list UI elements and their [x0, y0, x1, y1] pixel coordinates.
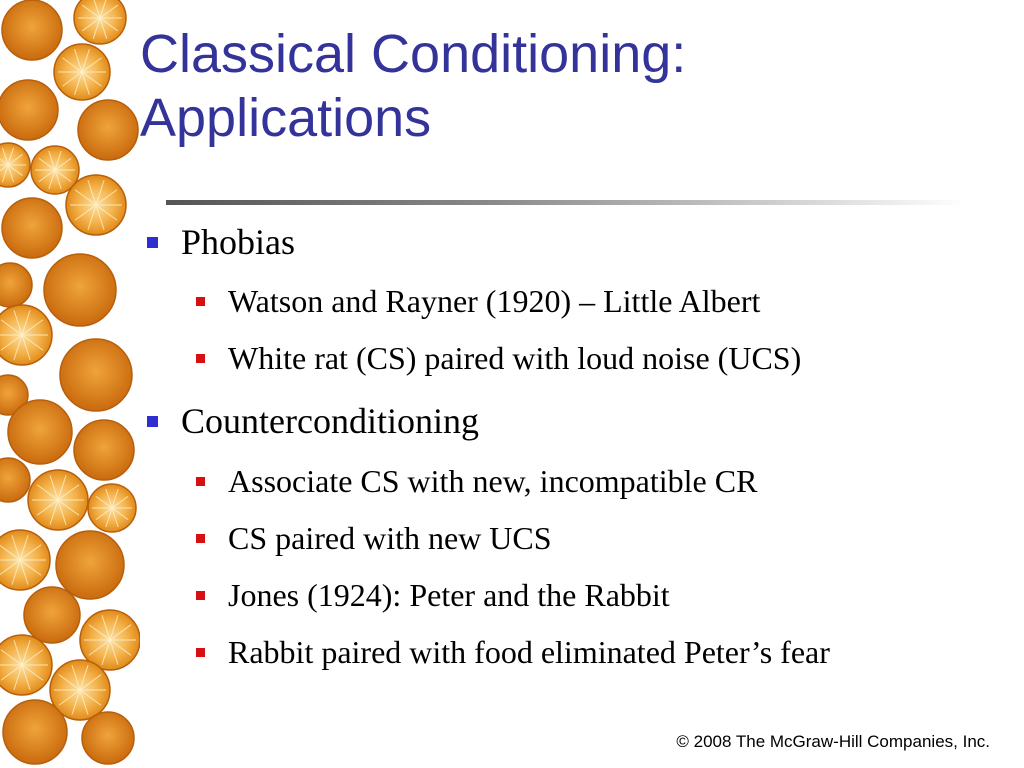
- sub-bullet-text: Jones (1924): Peter and the Rabbit: [228, 577, 670, 613]
- sub-bullet-text: White rat (CS) paired with loud noise (UCS): [228, 340, 802, 376]
- red-square-bullet-icon: [196, 648, 205, 657]
- red-square-bullet-icon: [196, 591, 205, 600]
- red-square-bullet-icon: [196, 477, 205, 486]
- red-square-bullet-icon: [196, 297, 205, 306]
- blue-square-bullet-icon: [147, 237, 158, 248]
- copyright-footer: © 2008 The McGraw-Hill Companies, Inc.: [676, 732, 990, 751]
- blue-square-bullet-icon: [147, 416, 158, 427]
- red-square-bullet-icon: [196, 534, 205, 543]
- bullet-phobias: [181, 222, 295, 262]
- sub-bullet-text: Watson and Rayner (1920) – Little Albert: [228, 283, 761, 319]
- sub-bullet-text: CS paired with new UCS: [228, 520, 552, 556]
- title-line-1: Classical Conditioning:: [140, 24, 687, 84]
- sub-bullet-associate-cs: [228, 463, 757, 499]
- bullet-text: Counterconditioning: [181, 401, 479, 441]
- title-line-2: Applications: [140, 88, 432, 148]
- sub-bullet-white-rat: [228, 340, 801, 376]
- sub-bullet-little-albert: [228, 283, 760, 319]
- sub-bullet-text: Associate CS with new, incompatible CR: [228, 463, 758, 499]
- bullet-counterconditioning: [181, 401, 479, 441]
- sub-bullet-rabbit-food: [228, 634, 830, 670]
- sub-bullet-text: Rabbit paired with food eliminated Peter’s fear: [228, 634, 830, 670]
- red-square-bullet-icon: [196, 354, 205, 363]
- sub-bullet-jones: [228, 577, 670, 613]
- bullet-text: Phobias: [181, 222, 296, 262]
- sub-bullet-cs-paired: [228, 520, 552, 556]
